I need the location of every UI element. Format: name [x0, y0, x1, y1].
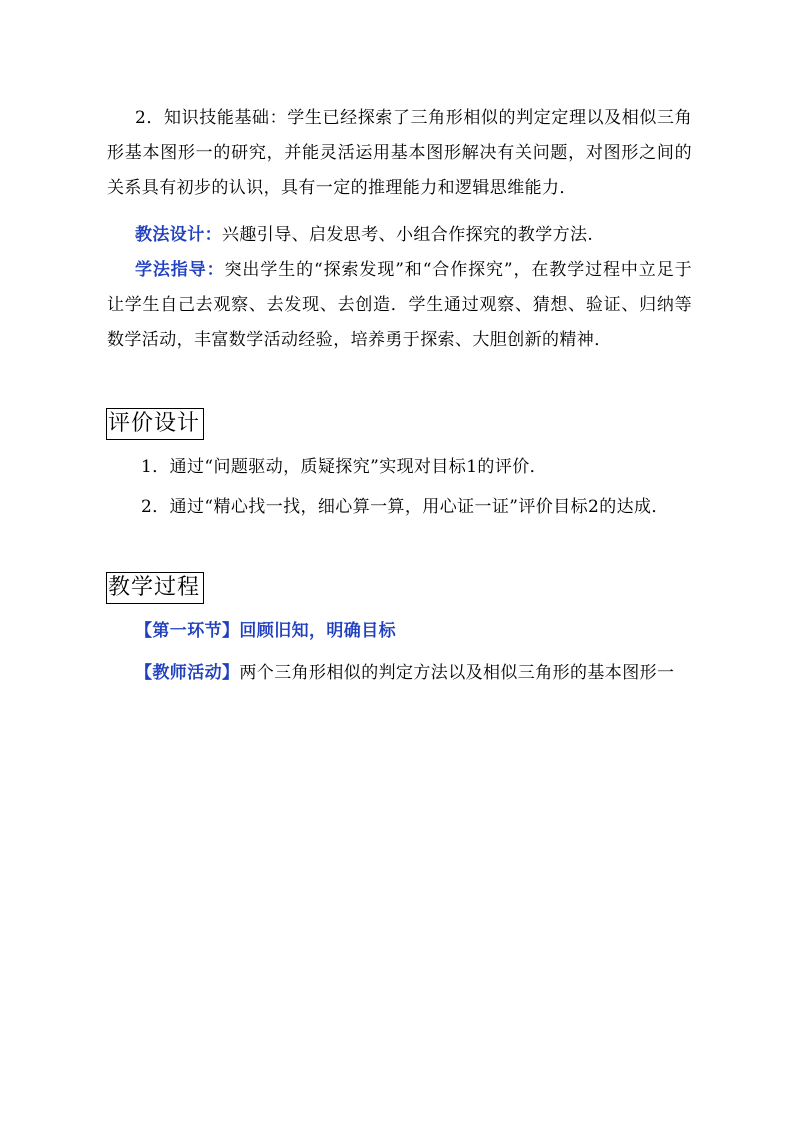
- knowledge-skills-text: 2．知识技能基础：学生已经探索了三角形相似的判定定理以及相似三角形基本图形一的研究，并能灵活运用基本图形解决有关问题，对图形之间的关系具有初步的认识，具有一定的推理能力和逻辑思维能力．: [107, 108, 692, 198]
- teacher-activity-label: 【教师活动】: [135, 663, 240, 683]
- teaching-method-text: 兴趣引导、启发思考、小组合作探究的教学方法.: [222, 225, 594, 245]
- teaching-method-label: 教法设计：: [135, 225, 222, 245]
- evaluation-item-2-text: 2．通过“精心找一找，细心算一算，用心证一证”评价目标2的达成．: [141, 497, 669, 517]
- evaluation-item-1: [107, 450, 692, 485]
- process-step-1: [107, 614, 692, 649]
- paragraph-teaching-method: [107, 218, 692, 253]
- paragraph-learning-method: [107, 253, 692, 358]
- evaluation-item-2: [107, 490, 692, 525]
- learning-method-label: 学法指导：: [135, 260, 225, 280]
- teacher-activity: [107, 656, 692, 691]
- learning-method-text: 突出学生的“探索发现”和“合作探究”，在教学过程中立足于让学生自己去观察、去发现、去创造．学生通过观察、猜想、验证、归纳等数学活动，丰富数学活动经验，培养勇于探索、大胆创新的精神．: [107, 260, 693, 350]
- paragraph-knowledge-skills: [107, 101, 692, 206]
- section-title-evaluation: 评价设计: [106, 408, 204, 440]
- teacher-activity-text: 两个三角形相似的判定方法以及相似三角形的基本图形一: [239, 663, 675, 683]
- process-step-1-heading: 【第一环节】回顾旧知，明确目标: [135, 621, 396, 641]
- evaluation-item-1-text: 1．通过“问题驱动，质疑探究”实现对目标1的评价．: [141, 457, 548, 477]
- section-title-process: 教学过程: [106, 572, 204, 604]
